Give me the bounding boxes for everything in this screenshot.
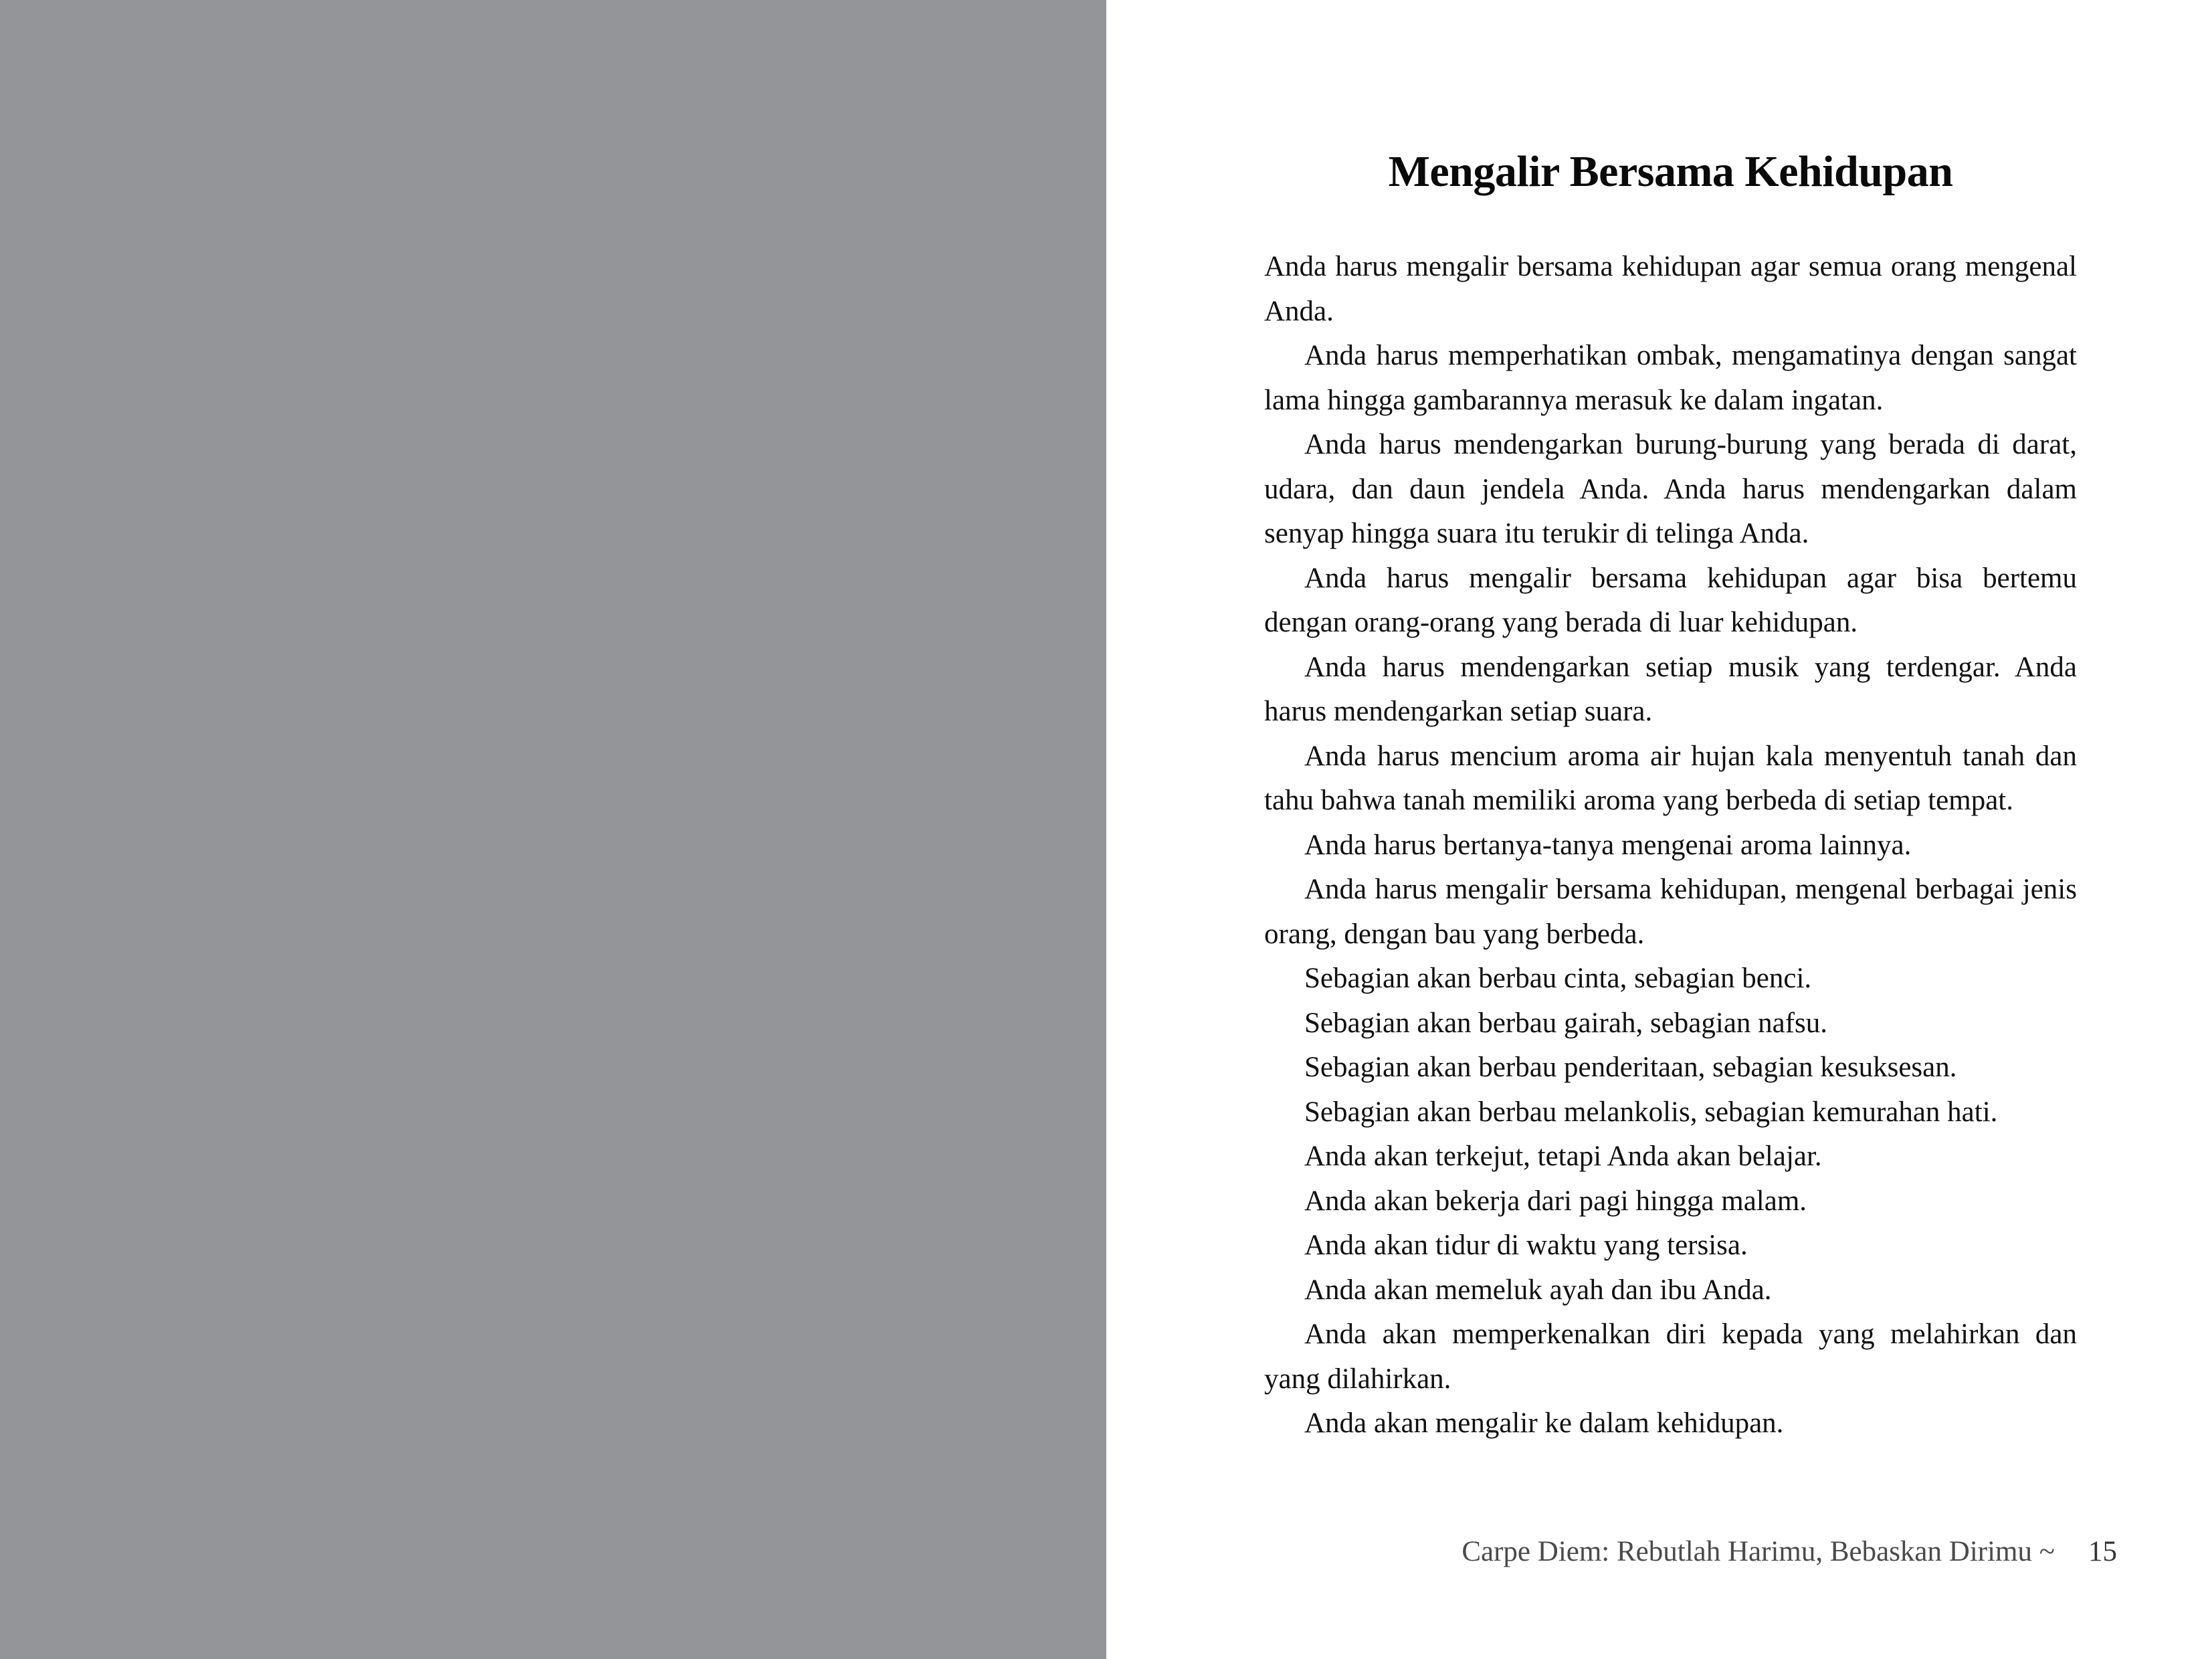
paragraph: Anda akan bekerja dari pagi hingga malam. [1304,1185,1807,1217]
paragraph: Anda akan mengalir ke dalam kehidupan. [1304,1407,1784,1439]
running-title: Carpe Diem: Rebutlah Harimu, Bebaskan Dirimu ~ [1462,1536,2055,1567]
paragraph: Anda akan memperkenalkan diri kepada yang melahirkan dan yang dilahirkan. [1264,1319,2077,1395]
page-footer [1271,1532,2117,1572]
page-number: 15 [2088,1536,2117,1567]
paragraph: Sebagian akan berbau melankolis, sebagian kemurahan hati. [1304,1096,1998,1128]
paragraph: Anda akan memeluk ayah dan ibu Anda. [1304,1274,1772,1306]
paragraph: Anda akan tidur di waktu yang tersisa. [1304,1230,1748,1261]
chapter-title: Mengalir Bersama Kehidupan [1388,147,1953,197]
paragraph: Anda harus memperhatikan ombak, mengamatinya dengan sangat lama hingga gambarannya merasuk ke dalam ingatan. [1264,340,2077,416]
paragraph: Sebagian akan berbau cinta, sebagian benci. [1304,963,1812,994]
paragraph: Anda harus mengalir bersama kehidupan, mengenal berbagai jenis orang, dengan bau yang berbeda. [1264,874,2077,950]
paragraph: Anda harus mengalir bersama kehidupan agar semua orang mengenal Anda. [1264,251,2077,327]
paragraph: Anda harus mencium aroma air hujan kala menyentuh tanah dan tahu bahwa tanah memiliki aroma yang berbeda di setiap tempat. [1264,740,2077,816]
paragraph: Anda harus mendengarkan setiap musik yang terdengar. Anda harus mendengarkan setiap suara. [1264,651,2077,727]
paragraph: Anda harus mendengarkan burung-burung yang berada di darat, udara, dan daun jendela Anda. Anda harus mendengarkan dalam senyap hingga suara itu terukir di telinga Anda. [1264,429,2077,549]
body-text [1264,245,2077,1446]
paragraph: Anda akan terkejut, tetapi Anda akan belajar. [1304,1141,1822,1172]
paragraph: Anda harus mengalir bersama kehidupan agar bisa bertemu dengan orang-orang yang berada di luar kehidupan. [1264,562,2077,638]
paragraph: Sebagian akan berbau penderitaan, sebagian kesuksesan. [1304,1052,1957,1083]
paragraph: Sebagian akan berbau gairah, sebagian nafsu. [1304,1007,1828,1039]
paragraph: Anda harus bertanya-tanya mengenai aroma lainnya. [1304,829,1912,861]
